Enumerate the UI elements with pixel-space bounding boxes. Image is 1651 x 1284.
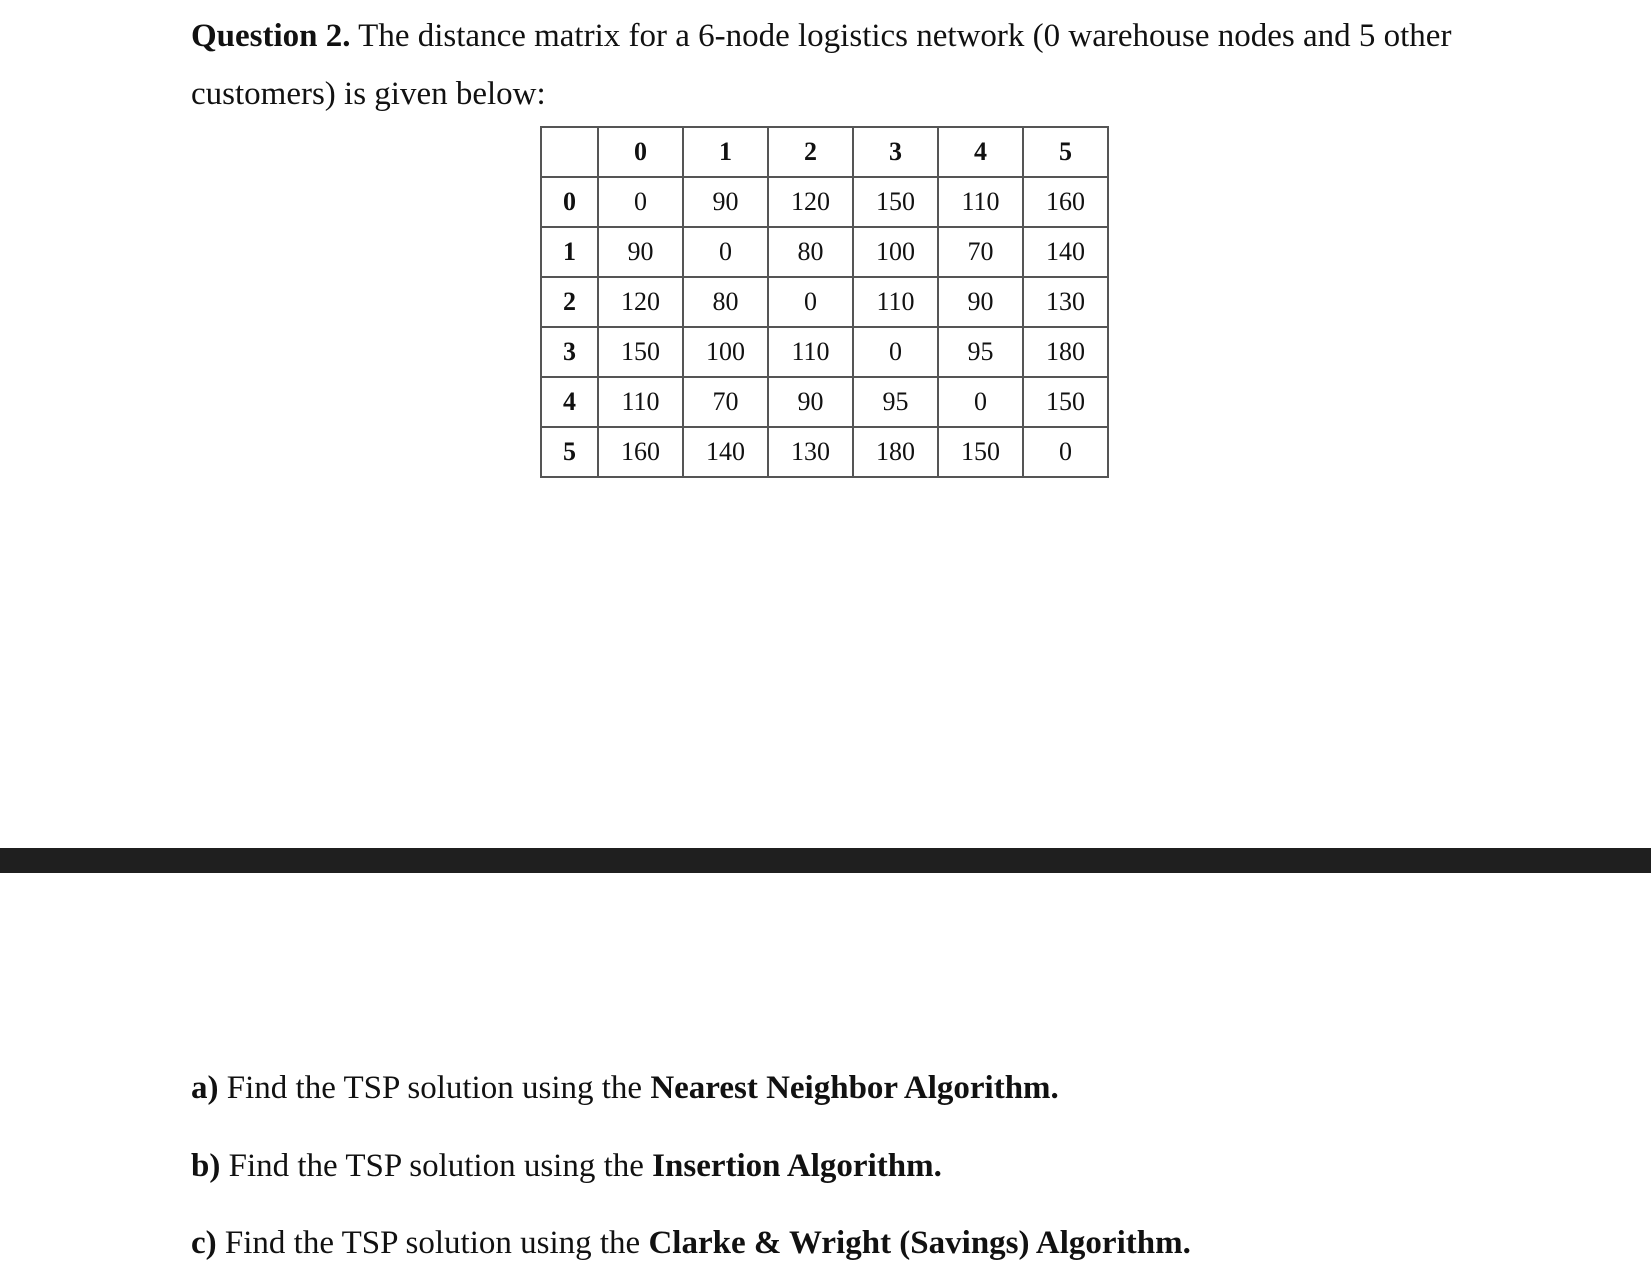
matrix-cell: 120 <box>768 177 853 227</box>
matrix-cell: 180 <box>853 427 938 477</box>
question-line-1 <box>191 16 1451 56</box>
matrix-cell: 110 <box>598 377 683 427</box>
matrix-cell: 150 <box>853 177 938 227</box>
col-header: 5 <box>1023 127 1108 177</box>
matrix-cell: 0 <box>683 227 768 277</box>
matrix-cell: 140 <box>683 427 768 477</box>
part-a-text: Find the TSP solution using the <box>218 1070 651 1106</box>
page-divider-bar <box>0 848 1651 873</box>
matrix-cell: 160 <box>1023 177 1108 227</box>
part-b-text: Find the TSP solution using the <box>220 1148 653 1184</box>
matrix-row <box>541 327 1108 377</box>
matrix-cell: 95 <box>938 327 1023 377</box>
matrix-cell: 110 <box>853 277 938 327</box>
col-header: 2 <box>768 127 853 177</box>
part-c-prefix: c) <box>191 1225 217 1261</box>
matrix-cell: 110 <box>938 177 1023 227</box>
matrix-cell: 0 <box>768 277 853 327</box>
col-header: 0 <box>598 127 683 177</box>
matrix-cell: 100 <box>853 227 938 277</box>
matrix-row <box>541 427 1108 477</box>
matrix-cell: 150 <box>938 427 1023 477</box>
row-header: 2 <box>541 277 598 327</box>
matrix-cell: 70 <box>683 377 768 427</box>
matrix-row <box>541 227 1108 277</box>
row-header: 3 <box>541 327 598 377</box>
part-b-emphasis: Insertion Algorithm. <box>652 1148 942 1184</box>
matrix-cell: 160 <box>598 427 683 477</box>
matrix-row <box>541 177 1108 227</box>
question-line-2: customers) is given below: <box>191 76 546 112</box>
matrix-cell: 130 <box>768 427 853 477</box>
matrix-row <box>541 377 1108 427</box>
part-a-emphasis: Nearest Neighbor Algorithm. <box>650 1070 1059 1106</box>
matrix-cell: 0 <box>938 377 1023 427</box>
matrix-cell: 0 <box>598 177 683 227</box>
row-header: 0 <box>541 177 598 227</box>
row-header: 1 <box>541 227 598 277</box>
distance-matrix-table <box>540 126 1109 478</box>
row-header: 5 <box>541 427 598 477</box>
matrix-cell: 180 <box>1023 327 1108 377</box>
matrix-cell: 90 <box>683 177 768 227</box>
part-b-prefix: b) <box>191 1148 221 1184</box>
part-c-emphasis: Clarke & Wright (Savings) Algorithm. <box>648 1225 1191 1261</box>
matrix-cell: 70 <box>938 227 1023 277</box>
col-header: 3 <box>853 127 938 177</box>
part-a-prefix: a) <box>191 1070 219 1106</box>
matrix-cell: 95 <box>853 377 938 427</box>
matrix-cell: 130 <box>1023 277 1108 327</box>
part-a <box>191 1068 1059 1108</box>
matrix-cell: 80 <box>768 227 853 277</box>
matrix-cell: 80 <box>683 277 768 327</box>
question-label: Question 2. <box>191 18 351 54</box>
matrix-cell: 150 <box>598 327 683 377</box>
matrix-cell: 100 <box>683 327 768 377</box>
matrix-cell: 110 <box>768 327 853 377</box>
part-c-text: Find the TSP solution using the <box>216 1225 649 1261</box>
row-header: 4 <box>541 377 598 427</box>
matrix-cell: 140 <box>1023 227 1108 277</box>
matrix-corner-cell <box>541 127 598 177</box>
col-header: 1 <box>683 127 768 177</box>
part-c <box>191 1223 1191 1263</box>
matrix-cell: 0 <box>853 327 938 377</box>
col-header: 4 <box>938 127 1023 177</box>
matrix-cell: 0 <box>1023 427 1108 477</box>
question-text-line-1: The distance matrix for a 6-node logistics network (0 warehouse nodes and 5 other <box>350 18 1452 54</box>
matrix-cell: 90 <box>598 227 683 277</box>
matrix-cell: 120 <box>598 277 683 327</box>
part-b <box>191 1146 942 1186</box>
matrix-header-row <box>541 127 1108 177</box>
matrix-row <box>541 277 1108 327</box>
matrix-cell: 150 <box>1023 377 1108 427</box>
matrix-cell: 90 <box>768 377 853 427</box>
matrix-cell: 90 <box>938 277 1023 327</box>
